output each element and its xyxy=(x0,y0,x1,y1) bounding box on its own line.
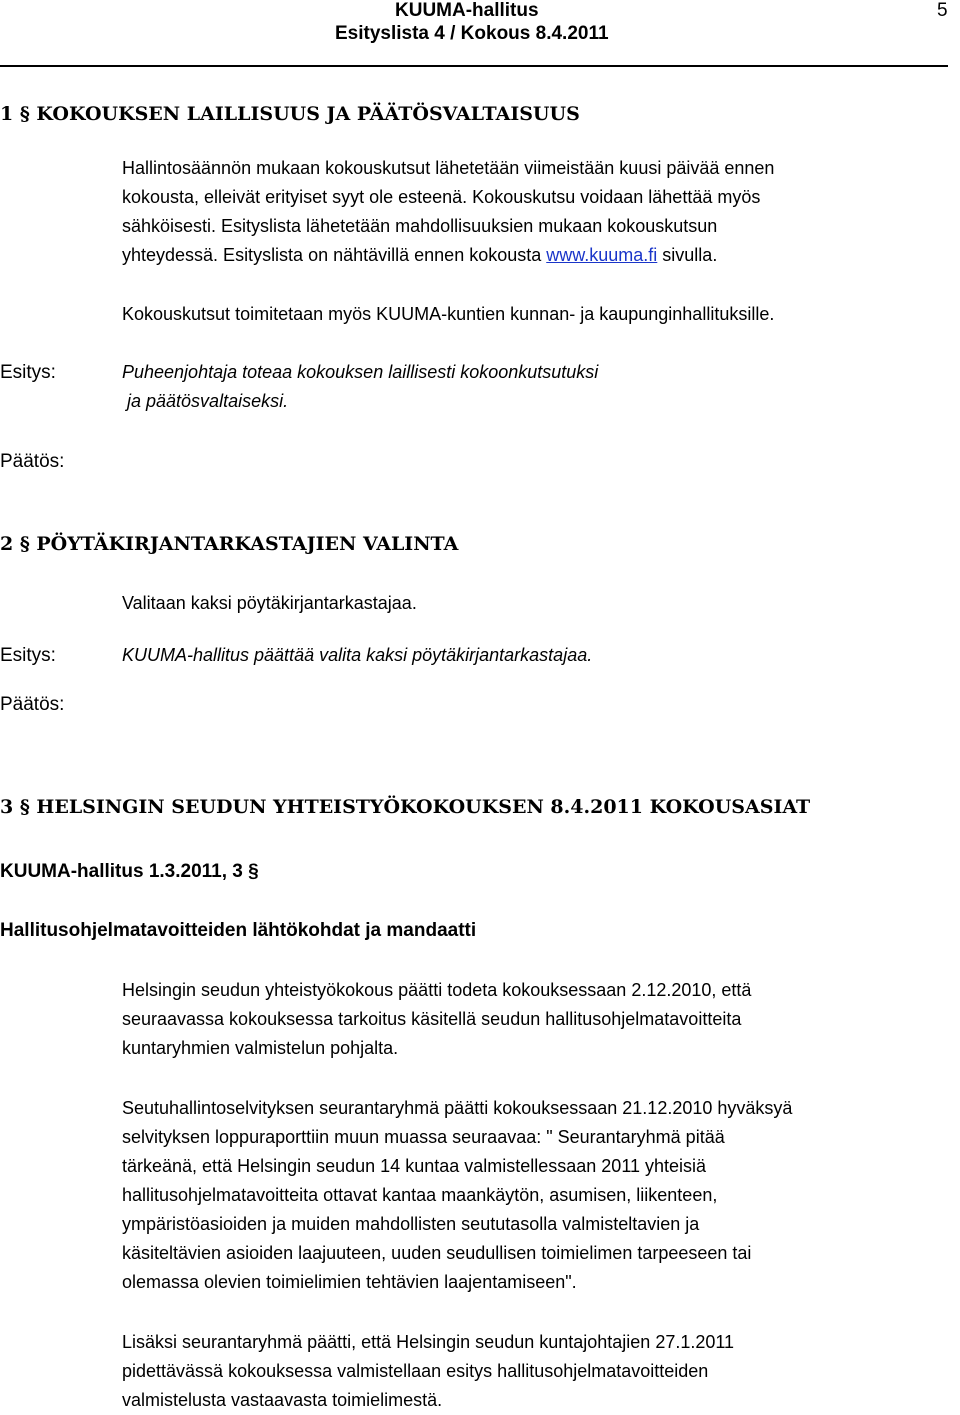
section-3-paragraph-2 xyxy=(122,1094,952,1297)
text-line: kokousta, elleivät erityiset syyt ole esteenä. Kokouskutsu voidaan lähettää myös xyxy=(122,187,761,207)
esitys-text: KUUMA-hallitus päättää valita kaksi pöytäkirjantarkastajaa. xyxy=(122,645,593,665)
paatos-label: Päätös: xyxy=(0,694,65,715)
text-segment: sivulla. xyxy=(657,245,718,265)
esitys-label: Esitys: xyxy=(0,645,56,666)
section-3-subheading: Hallitusohjelmatavoitteiden lähtökohdat ja mandaatti xyxy=(0,920,477,941)
text-line: selvityksen loppuraporttiin muun muassa seuraavaa: " Seurantaryhmä pitää xyxy=(122,1127,725,1147)
page-number: 5 xyxy=(937,0,948,21)
text-line: pidettävässä kokouksessa valmistellaan esitys hallitusohjelmatavoitteiden xyxy=(122,1361,709,1381)
section-1-heading: 1 § KOKOUKSEN LAILLISUUS JA PÄÄTÖSVALTAISUUS xyxy=(0,103,580,125)
text-line xyxy=(122,241,952,270)
header-rule xyxy=(0,65,948,67)
esitys-text: Puheenjohtaja toteaa kokouksen laillisesti kokoonkutsutuksi xyxy=(122,362,599,382)
section-1-paragraph-1 xyxy=(122,154,952,270)
text-line: Seutuhallintoselvityksen seurantaryhmä päätti kokouksessaan 21.12.2010 hyväksyä xyxy=(122,1098,793,1118)
text-line: seuraavassa kokouksessa tarkoitus käsitellä seudun hallitusohjelmatavoitteita xyxy=(122,1009,742,1029)
text-line: Lisäksi seurantaryhmä päätti, että Helsingin seudun kuntajohtajien 27.1.2011 xyxy=(122,1332,735,1352)
section-3-paragraph-3 xyxy=(122,1328,952,1415)
section-2-heading: 2 § PÖYTÄKIRJANTARKASTAJIEN VALINTA xyxy=(0,533,459,555)
kuuma-website-link[interactable]: www.kuuma.fi xyxy=(546,245,658,265)
section-2-paragraph: Valitaan kaksi pöytäkirjantarkastajaa. xyxy=(122,593,417,613)
document-subtitle: Esityslista 4 / Kokous 8.4.2011 xyxy=(335,23,609,44)
text-line: Helsingin seudun yhteistyökokous päätti todeta kokouksessaan 2.12.2010, että xyxy=(122,980,752,1000)
text-line: ympäristöasioiden ja muiden mahdollisten seututasolla valmisteltavien ja xyxy=(122,1214,700,1234)
text-line: olemassa olevien toimielimien tehtävien laajentamiseen". xyxy=(122,1272,577,1292)
esitys-text: ja päätösvaltaiseksi. xyxy=(127,391,289,411)
text-line: kuntaryhmien valmistelun pohjalta. xyxy=(122,1038,399,1058)
text-line: valmistelusta vastaavasta toimielimestä. xyxy=(122,1390,443,1410)
text-line: hallitusohjelmatavoitteita ottavat kantaa maankäytön, asumisen, liikenteen, xyxy=(122,1185,718,1205)
section-1-paragraph-2: Kokouskutsut toimitetaan myös KUUMA-kuntien kunnan- ja kaupunginhallituksille. xyxy=(122,304,775,324)
text-line: Hallintosäännön mukaan kokouskutsut lähetetään viimeistään kuusi päivää ennen xyxy=(122,158,775,178)
reference-line: KUUMA-hallitus 1.3.2011, 3 § xyxy=(0,861,259,882)
text-line: sähköisesti. Esityslista lähetetään mahdollisuuksien mukaan kokouskutsun xyxy=(122,216,718,236)
section-3-paragraph-1 xyxy=(122,976,952,1063)
text-line: käsiteltävien asioiden laajuuteen, uuden seudullisen toimielimen tarpeeseen tai xyxy=(122,1243,752,1263)
text-segment: yhteydessä. Esityslista on nähtävillä ennen kokousta xyxy=(122,245,547,265)
paatos-label: Päätös: xyxy=(0,451,65,472)
text-line: tärkeänä, että Helsingin seudun 14 kuntaa valmistellessaan 2011 yhteisiä xyxy=(122,1156,707,1176)
section-3-heading: 3 § HELSINGIN SEUDUN YHTEISTYÖKOKOUKSEN 8.4.2011 KOKOUSASIAT xyxy=(0,796,811,818)
esitys-label: Esitys: xyxy=(0,362,56,383)
document-title: KUUMA-hallitus xyxy=(395,0,539,21)
